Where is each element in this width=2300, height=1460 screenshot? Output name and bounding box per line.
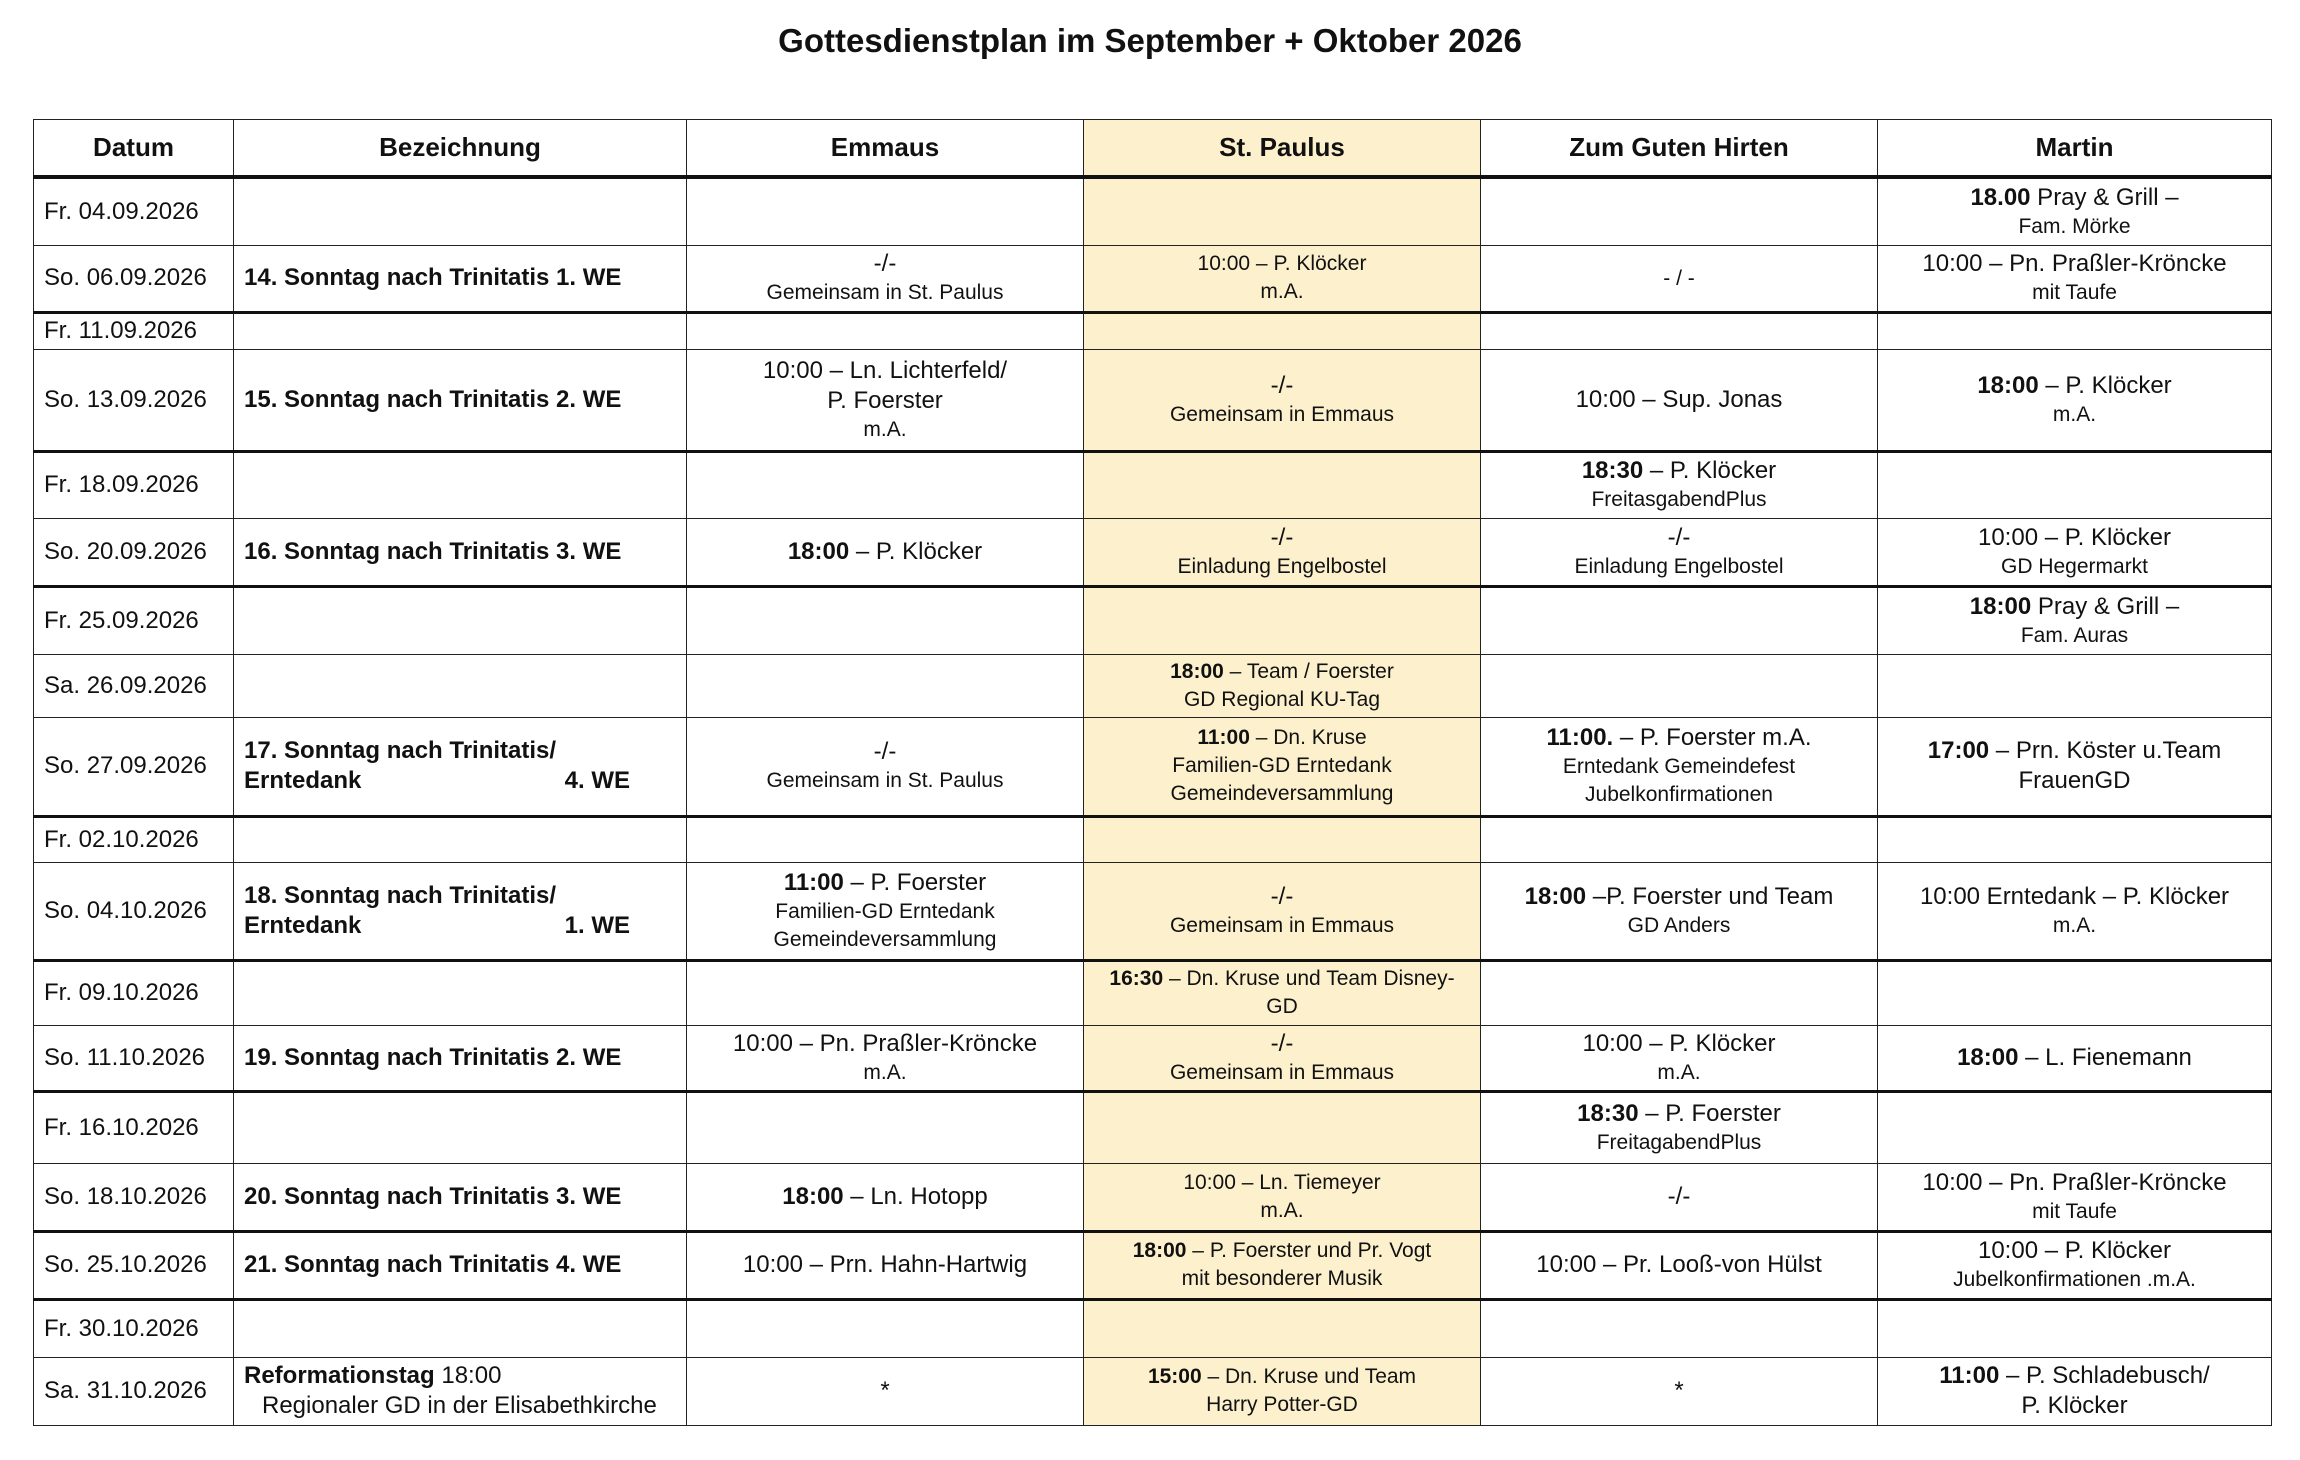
header-emmaus: Emmaus (687, 120, 1084, 178)
service-text: 10:00 – Pn. Praßler-Kröncke (1922, 1168, 2227, 1196)
service-text: 10:00 – P. Klöcker (1977, 1237, 2172, 1264)
service-text: – P. Schladebusch/ (1999, 1362, 2210, 1389)
service-text: – Dn. Kruse und Team (1201, 1365, 1417, 1388)
cell-zum-guten-hirten (1481, 862, 1878, 960)
table-row (34, 451, 2272, 518)
time: 18:00 (782, 1182, 844, 1210)
cell-emmaus (687, 177, 1084, 245)
cell-martin (1878, 960, 2272, 1025)
cell-st-paulus (1084, 1231, 1481, 1299)
cell-emmaus (687, 960, 1084, 1025)
table-row (34, 717, 2272, 816)
service-note: Gemeinsam in Emmaus (1169, 913, 1395, 937)
service-text: – Team / Foerster (1223, 659, 1394, 683)
cell-desc (234, 960, 687, 1025)
time: 18:00 (1957, 1043, 2019, 1071)
desc-line: Erntedank (244, 911, 362, 939)
cell-date: Fr. 09.10.2026 (34, 960, 234, 1025)
cell-date: Fr. 30.10.2026 (34, 1299, 234, 1357)
table-row (34, 349, 2272, 451)
cell-martin (1878, 654, 2272, 717)
service-note: Erntedank Gemeindefest (1562, 755, 1796, 778)
service-note: FreitagabendPlus (1596, 1130, 1762, 1154)
cell-date: So. 27.09.2026 (34, 717, 234, 816)
cell-desc (234, 654, 687, 717)
service-text: 10:00 – Pn. Praßler-Kröncke (1922, 250, 2227, 277)
cell-st-paulus (1084, 1091, 1481, 1163)
time: 18:00 (1977, 371, 2039, 399)
table-row (34, 177, 2272, 245)
service-text: 10:00 – P. Klöcker (1197, 252, 1367, 275)
table-row (34, 1299, 2272, 1357)
cell-date: So. 13.09.2026 (34, 349, 234, 451)
cell-zum-guten-hirten: -/- (1481, 1163, 1878, 1231)
header-martin: Martin (1878, 120, 2272, 178)
cell-date: So. 11.10.2026 (34, 1025, 234, 1091)
table-row (34, 654, 2272, 717)
cell-martin (1878, 717, 2272, 816)
service-note: P. Klöcker (2021, 1392, 2128, 1419)
service-text: – P. Klöcker (1643, 457, 1777, 484)
service-note: m.A. (863, 417, 907, 441)
service-note: mit besonderer Musik (1181, 1267, 1383, 1290)
service-text: – P. Foerster und Pr. Vogt (1186, 1239, 1432, 1262)
cell-st-paulus (1084, 245, 1481, 312)
cell-zum-guten-hirten (1481, 1299, 1878, 1357)
cell-martin (1878, 312, 2272, 349)
service-text: - / - (1663, 267, 1695, 290)
time: 11:00 (1939, 1362, 2000, 1389)
desc-time: 18:00 (434, 1362, 502, 1389)
cell-emmaus (687, 586, 1084, 654)
table-row (34, 816, 2272, 862)
cell-desc: 15. Sonntag nach Trinitatis 2. WE (234, 349, 687, 451)
time: 11:00 (783, 868, 844, 896)
cell-zum-guten-hirten (1481, 1091, 1878, 1163)
cell-desc: 14. Sonntag nach Trinitatis 1. WE (234, 245, 687, 312)
cell-zum-guten-hirten: 10:00 – Sup. Jonas (1481, 349, 1878, 451)
cell-date: Fr. 18.09.2026 (34, 451, 234, 518)
cell-date: Fr. 25.09.2026 (34, 586, 234, 654)
service-note: Familien-GD Erntedank (775, 899, 995, 923)
cell-zum-guten-hirten (1481, 717, 1878, 816)
cell-zum-guten-hirten (1481, 1025, 1878, 1091)
table-row (34, 245, 2272, 312)
desc-line: Erntedank (244, 767, 362, 794)
cell-martin (1878, 349, 2272, 451)
time: 11:00 (1197, 726, 1250, 749)
cell-date: Sa. 31.10.2026 (34, 1357, 234, 1425)
service-note: GD Regional KU-Tag (1183, 687, 1381, 711)
service-text: -/- (873, 250, 897, 277)
cell-zum-guten-hirten (1481, 312, 1878, 349)
service-text: -/- (1270, 523, 1294, 551)
cell-emmaus (687, 717, 1084, 816)
cell-desc (234, 862, 687, 960)
cell-zum-guten-hirten (1481, 177, 1878, 245)
service-note: GD (1266, 995, 1298, 1018)
cell-emmaus: * (687, 1357, 1084, 1425)
time: 15:00 (1147, 1365, 1202, 1388)
desc-line: 18. Sonntag nach Trinitatis/ (244, 881, 557, 909)
service-note: Fam. Auras (2020, 623, 2129, 647)
service-note: FreitasgabendPlus (1591, 488, 1767, 511)
table-row (34, 1357, 2272, 1425)
cell-emmaus: 10:00 – Prn. Hahn-Hartwig (687, 1231, 1084, 1299)
cell-emmaus (687, 245, 1084, 312)
cell-desc (234, 1091, 687, 1163)
cell-martin (1878, 518, 2272, 586)
cell-zum-guten-hirten (1481, 451, 1878, 518)
cell-date: Sa. 26.09.2026 (34, 654, 234, 717)
cell-desc (234, 312, 687, 349)
table-row (34, 518, 2272, 586)
service-note: mit Taufe (2032, 1199, 2117, 1223)
service-note: m.A. (863, 1060, 907, 1084)
service-text: 10:00 – Ln. Tiemeyer (1183, 1170, 1381, 1194)
service-text: – P. Klöcker (849, 537, 983, 565)
cell-martin (1878, 245, 2272, 312)
cell-date: Fr. 11.09.2026 (34, 312, 234, 349)
table-header-row (34, 120, 2272, 178)
cell-st-paulus (1084, 518, 1481, 586)
service-text: P. Foerster (827, 386, 943, 414)
cell-emmaus (687, 312, 1084, 349)
cell-martin (1878, 1299, 2272, 1357)
service-text: -/- (1667, 523, 1691, 551)
cell-st-paulus (1084, 177, 1481, 245)
cell-zum-guten-hirten (1481, 245, 1878, 312)
time: 18:00 (1524, 882, 1587, 910)
cell-date: So. 18.10.2026 (34, 1163, 234, 1231)
cell-emmaus (687, 1299, 1084, 1357)
page-title: Gottesdienstplan im September + Oktober 2026 (778, 22, 1522, 59)
service-text: Pray & Grill – (2030, 183, 2179, 211)
cell-emmaus (687, 1163, 1084, 1231)
cell-desc (234, 586, 687, 654)
service-note: Gemeinsam in Emmaus (1169, 402, 1395, 426)
time: 11:00. (1546, 724, 1614, 751)
week-label: 4. WE (564, 767, 630, 794)
cell-st-paulus (1084, 451, 1481, 518)
time: 18:00 (1132, 1239, 1187, 1262)
service-note: Gemeinsam in Emmaus (1169, 1060, 1395, 1084)
service-text: – P. Foerster m.A. (1613, 724, 1812, 751)
table-row (34, 312, 2272, 349)
schedule-table (33, 119, 2272, 1426)
cell-desc (234, 1299, 687, 1357)
cell-date: Fr. 04.09.2026 (34, 177, 234, 245)
service-note: Gemeindeversammlung (1170, 782, 1394, 805)
cell-zum-guten-hirten (1481, 960, 1878, 1025)
cell-martin (1878, 816, 2272, 862)
cell-desc: 19. Sonntag nach Trinitatis 2. WE (234, 1025, 687, 1091)
table-row (34, 862, 2272, 960)
time: 16:30 (1109, 967, 1164, 990)
cell-date: So. 06.09.2026 (34, 245, 234, 312)
service-note: m.A. (1260, 280, 1304, 303)
service-text: – P. Foerster (843, 868, 987, 896)
time: 17:00 (1927, 737, 1990, 764)
cell-emmaus (687, 816, 1084, 862)
service-note: Jubelkonfirmationen (1585, 783, 1773, 806)
time: 18:30 (1581, 457, 1644, 484)
cell-emmaus (687, 654, 1084, 717)
cell-st-paulus (1084, 717, 1481, 816)
service-note: Gemeinsam in St. Paulus (766, 769, 1004, 792)
service-text: -/- (1270, 882, 1294, 910)
service-note: Harry Potter-GD (1206, 1393, 1358, 1416)
service-text: – Ln. Hotopp (843, 1182, 988, 1210)
cell-martin (1878, 586, 2272, 654)
service-note: m.A. (2052, 402, 2097, 426)
service-note: GD Anders (1627, 913, 1731, 937)
cell-zum-guten-hirten: 10:00 – Pr. Looß-von Hülst (1481, 1231, 1878, 1299)
table-row (34, 1091, 2272, 1163)
cell-martin (1878, 451, 2272, 518)
cell-zum-guten-hirten (1481, 816, 1878, 862)
service-text: 10:00 – P. Klöcker (1582, 1029, 1776, 1057)
cell-martin (1878, 1091, 2272, 1163)
cell-zum-guten-hirten (1481, 518, 1878, 586)
service-text: -/- (1270, 1029, 1294, 1057)
cell-st-paulus (1084, 1163, 1481, 1231)
time: 18:00 (1170, 659, 1224, 683)
table-row (34, 1163, 2272, 1231)
cell-date: So. 20.09.2026 (34, 518, 234, 586)
cell-martin (1878, 1025, 2272, 1091)
cell-date: So. 25.10.2026 (34, 1231, 234, 1299)
cell-st-paulus (1084, 654, 1481, 717)
service-note: Familien-GD Erntedank (1172, 754, 1392, 777)
header-datum: Datum (34, 120, 234, 178)
cell-emmaus (687, 1025, 1084, 1091)
header-st-paulus: St. Paulus (1084, 120, 1481, 178)
service-note: FrauenGD (2018, 767, 2131, 794)
cell-st-paulus (1084, 816, 1481, 862)
service-note: m.A. (1657, 1060, 1701, 1084)
service-text: -/- (1270, 371, 1294, 399)
cell-date: So. 04.10.2026 (34, 862, 234, 960)
table-row (34, 586, 2272, 654)
service-note: Gemeindeversammlung (773, 927, 997, 951)
time: 18:00 (1969, 592, 2032, 620)
service-note: GD Hegermarkt (2000, 554, 2149, 578)
service-text: 10:00 – P. Klöcker (1977, 523, 2172, 551)
cell-desc (234, 816, 687, 862)
cell-st-paulus (1084, 349, 1481, 451)
service-note: Gemeinsam in St. Paulus (766, 281, 1004, 304)
service-text: – Dn. Kruse (1249, 726, 1367, 749)
cell-date: Fr. 16.10.2026 (34, 1091, 234, 1163)
cell-emmaus (687, 862, 1084, 960)
desc-title: Reformationstag (244, 1362, 435, 1389)
cell-martin (1878, 177, 2272, 245)
cell-date: Fr. 02.10.2026 (34, 816, 234, 862)
cell-desc: 20. Sonntag nach Trinitatis 3. WE (234, 1163, 687, 1231)
cell-emmaus (687, 451, 1084, 518)
cell-st-paulus (1084, 1025, 1481, 1091)
service-note: m.A. (1260, 1198, 1304, 1222)
service-text: – P. Klöcker (2038, 371, 2172, 399)
service-text: 10:00 – Ln. Lichterfeld/ (762, 356, 1008, 384)
time: 18.00 (1970, 183, 2031, 211)
service-text: – Dn. Kruse und Team Disney- (1163, 967, 1455, 990)
cell-desc (234, 177, 687, 245)
table-row (34, 960, 2272, 1025)
desc-line: Regionaler GD in der Elisabethkirche (262, 1392, 657, 1419)
cell-st-paulus (1084, 960, 1481, 1025)
cell-zum-guten-hirten (1481, 654, 1878, 717)
service-note: m.A. (2052, 913, 2097, 937)
cell-st-paulus (1084, 1299, 1481, 1357)
service-note: Einladung Engelbostel (1177, 554, 1387, 578)
cell-st-paulus (1084, 862, 1481, 960)
cell-desc: 16. Sonntag nach Trinitatis 3. WE (234, 518, 687, 586)
cell-zum-guten-hirten: * (1481, 1357, 1878, 1425)
service-text: 10:00 – Pn. Praßler-Kröncke (732, 1029, 1038, 1057)
cell-desc: 21. Sonntag nach Trinitatis 4. WE (234, 1231, 687, 1299)
cell-zum-guten-hirten (1481, 586, 1878, 654)
service-text: – P. Foerster (1638, 1099, 1781, 1127)
cell-desc (234, 451, 687, 518)
service-note: Jubelkonfirmationen .m.A. (1953, 1268, 2196, 1291)
header-zum-guten-hirten: Zum Guten Hirten (1481, 120, 1878, 178)
table-row (34, 1231, 2272, 1299)
service-note: mit Taufe (2032, 281, 2117, 304)
cell-desc (234, 1357, 687, 1425)
cell-martin (1878, 1357, 2272, 1425)
service-text: –P. Foerster und Team (1586, 882, 1834, 910)
desc-line: 17. Sonntag nach Trinitatis/ (244, 737, 557, 764)
service-text: – L. Fienemann (2018, 1043, 2192, 1071)
service-text: 10:00 Erntedank – P. Klöcker (1919, 882, 2230, 910)
cell-desc (234, 717, 687, 816)
week-label: 1. WE (564, 911, 630, 939)
cell-st-paulus (1084, 312, 1481, 349)
cell-st-paulus (1084, 586, 1481, 654)
service-text: Pray & Grill – (2031, 592, 2180, 620)
time: 18:30 (1577, 1099, 1639, 1127)
cell-emmaus (687, 1091, 1084, 1163)
cell-martin (1878, 862, 2272, 960)
time: 18:00 (787, 537, 850, 565)
cell-martin (1878, 1163, 2272, 1231)
service-text: – Prn. Köster u.Team (1989, 737, 2222, 764)
cell-emmaus (687, 349, 1084, 451)
service-text: -/- (873, 738, 897, 765)
cell-st-paulus (1084, 1357, 1481, 1425)
cell-emmaus (687, 518, 1084, 586)
header-bezeichnung: Bezeichnung (234, 120, 687, 178)
table-row (34, 1025, 2272, 1091)
service-note: Einladung Engelbostel (1574, 554, 1784, 578)
service-note: Fam. Mörke (2018, 214, 2131, 238)
cell-martin (1878, 1231, 2272, 1299)
